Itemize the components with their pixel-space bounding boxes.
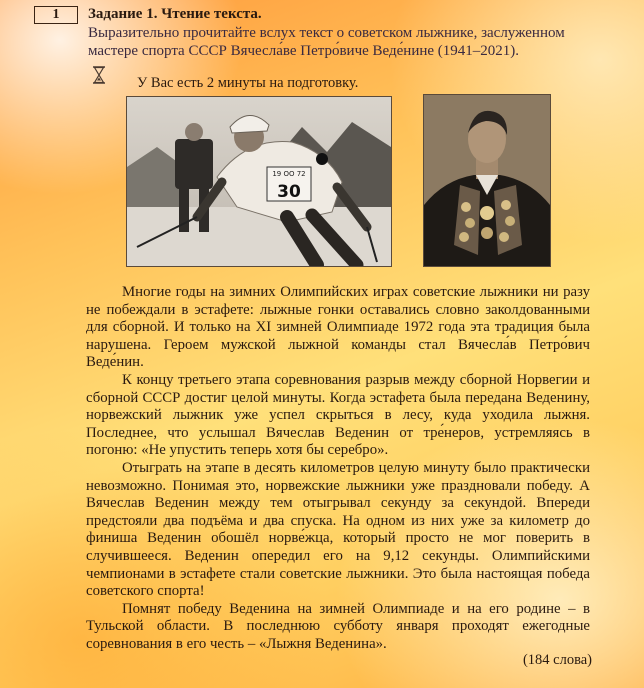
hourglass-icon	[92, 66, 106, 84]
preparation-time-note: У Вас есть 2 минуты на подготовку.	[137, 75, 359, 91]
photo-skier-race	[126, 96, 392, 267]
paragraph-3: Отыграть на этапе в десять километров целую минуту было практически невозможно. Понимая это, норвежские лыжники уже праздновали победу. А Вячеслав Веденин между тем отыгрывал секунду за секундой. Впереди предстояли два подъёма и два спуска. На одном из них уже за километр до финиша Веденин обошёл норве́жца, который просто не мог поверить в случившееся. Веденин опередил его на 9,12 секунды. Олимпийскими чемпионами в эстафете стали советские лыжники. Это была настоящая победа советского спорта!	[86, 459, 590, 600]
word-count: (184 слова)	[522, 652, 592, 668]
paragraph-2: К концу третьего этапа соревнования разрыв между сборной Норвегии и сборной СССР достиг целой минуты. Когда эстафета была передана Веденину, норвежский лыжник уже успел скрыться в лесу, куда уходила лыжня. Последнее, что услышал Вячеслав Веденин от тре́неров, устремляясь в погоню: «Не упустить теперь хотя бы серебро».	[86, 371, 590, 459]
bib-olympic-label: 19 OO 72	[272, 170, 306, 178]
task-title: Задание 1. Чтение текста.	[88, 6, 262, 22]
task-number: 1	[34, 6, 78, 24]
photo-portrait-medals	[423, 94, 551, 267]
paragraph-4: Помнят победу Веденина на зимней Олимпиаде и на его родине – в Тульской области. В последнюю субботу января проходят ежегодные соревнования в его честь – «Лыжня Веденина».	[86, 600, 590, 652]
paragraph-1: Многие годы на зимних Олимпийских играх советские лыжники ни разу не побеждали в эстафете: лыжные гонки оставались словно заколдованными для сборной. И только на XI зимней Олимпиаде 1972 года эта традиция была нарушена. Героем мужской лыжной команды стал Вячесла́в Петро́вич Веде́нин.	[86, 284, 590, 371]
bib-number: 30	[277, 182, 301, 202]
task-instructions: Выразительно прочитайте вслух текст о советском лыжнике, заслуженном мастере спорта СССР Вячесла́ве Петро́виче Веде́нине (1941–2021).	[88, 25, 565, 59]
reading-text	[86, 284, 590, 653]
